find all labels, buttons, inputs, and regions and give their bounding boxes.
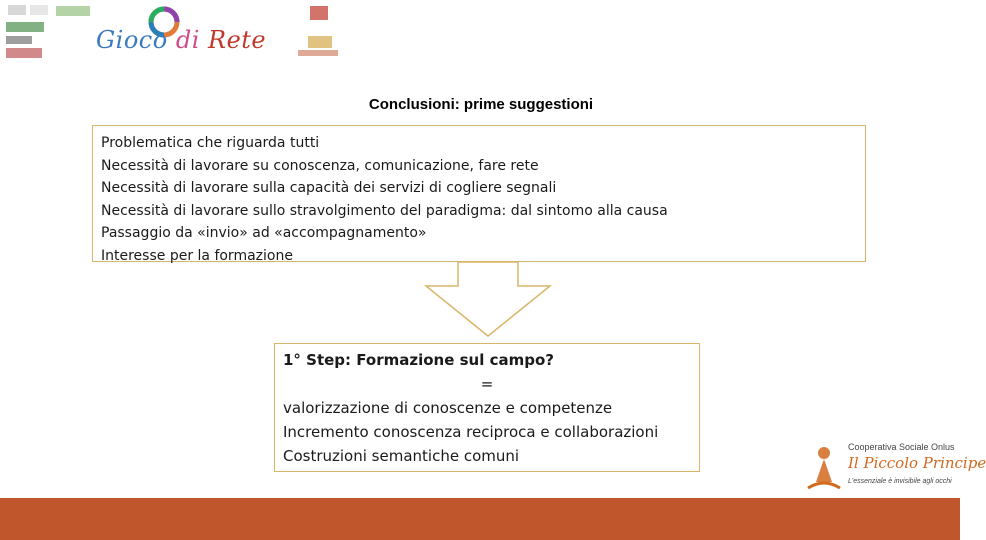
step-equals: = [480, 375, 494, 393]
partner-logo-1 [8, 5, 26, 15]
sponsor-logos [290, 2, 350, 60]
partner-logos [4, 2, 52, 64]
problem-line: Passaggio da «invio» ad «accompagnamento» [101, 225, 427, 242]
sponsor-logo-graphics [290, 2, 350, 60]
problem-line: Problematica che riguarda tutti [101, 135, 320, 151]
step-line: valorizzazione di conoscenze e competenze [283, 399, 613, 417]
sponsor-logo-3 [298, 50, 338, 56]
problems-box [92, 125, 866, 262]
footer-bar [0, 498, 960, 540]
problem-line: Necessità di lavorare sullo stravolgimento del paradigma: dal sintomo alla causa [101, 202, 668, 219]
sponsor-logo-1 [310, 6, 328, 20]
page-title [0, 96, 960, 113]
step-box [274, 343, 700, 472]
partner-logo-5 [6, 48, 42, 58]
partner-logo-3 [6, 22, 44, 32]
down-arrow-icon [426, 262, 550, 338]
rete-logo-text [96, 26, 266, 54]
little-prince-icon [804, 444, 844, 494]
gioco-di-rete-logo [92, 4, 267, 64]
problem-line: Necessità di lavorare su conoscenza, comunicazione, fare rete [101, 157, 539, 174]
sponsor-logo-2 [308, 36, 332, 48]
coop-motto: L'essenziale è invisibile agli occhi [848, 478, 952, 485]
problem-line: Necessità di lavorare sulla capacità dei servizi di cogliere segnali [101, 180, 557, 197]
partner-logo-6 [56, 4, 92, 18]
rete-word-di: di [175, 26, 208, 54]
partner-logo-4 [6, 36, 32, 44]
coop-logo [800, 440, 986, 496]
step-line: Incremento conoscenza reciproca e collaborazioni [283, 423, 659, 441]
rete-word-gioco: Gioco [96, 26, 176, 54]
coop-name: Il Piccolo Principe [848, 454, 986, 472]
partner-logo-2 [30, 5, 48, 15]
problem-line: Interesse per la formazione [101, 247, 293, 264]
partner-logo-stack [4, 2, 52, 64]
step-title: 1° Step: Formazione sul campo? [283, 351, 554, 369]
rete-word-rete: Rete [208, 26, 267, 54]
step-line: Costruzioni semantiche comuni [283, 447, 520, 465]
page-title-text: Conclusioni: prime suggestioni [368, 96, 594, 113]
coop-header: Cooperativa Sociale Onlus [848, 442, 955, 452]
